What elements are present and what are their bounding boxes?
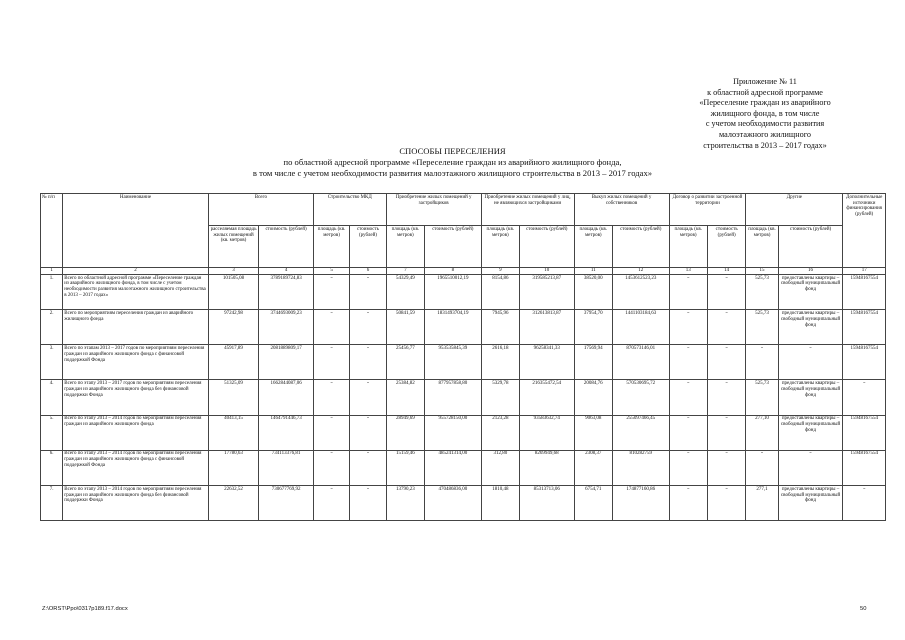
column-number: 3 bbox=[208, 268, 259, 275]
cell-buyout-cost: 870573146,01 bbox=[612, 345, 669, 380]
cell-nondev-cost: 85313713,06 bbox=[520, 486, 575, 521]
cell-nondev-area: 312,80 bbox=[481, 450, 519, 485]
header-non-developers: Приобретение жилых помещений у лиц, не являющихся застройщиками bbox=[481, 194, 574, 226]
cell-nondev-cost: 312613813,87 bbox=[520, 310, 575, 345]
document-title bbox=[0, 146, 905, 178]
subheader-area: площадь (кв. метров) bbox=[386, 226, 424, 268]
row-name: Всего по этапу 2013 – 2014 годов по мероприятиям переселения граждан из аварийного жилищного фонда без финансовой поддержки Фонда bbox=[63, 486, 209, 521]
cell-nondev-area: 7945,96 bbox=[481, 310, 519, 345]
cell-territory-area: – bbox=[669, 415, 707, 450]
subheader-area: площадь (кв. метров) bbox=[669, 226, 707, 268]
cell-resettled-area: 45917,89 bbox=[208, 345, 259, 380]
cell-mkd-area: – bbox=[313, 380, 349, 415]
column-number: 15 bbox=[746, 268, 778, 275]
row-number: 4. bbox=[41, 380, 63, 415]
cell-buyout-cost: 570530695,72 bbox=[612, 380, 669, 415]
cell-extra-sources: 15948167554 bbox=[843, 415, 886, 450]
header-name: Наименование bbox=[63, 194, 209, 268]
cell-nondev-area: 8154,86 bbox=[481, 274, 519, 309]
row-name: Всего по областной адресной программе «Переселение граждан из аварийного жилищного фонда, в том числе с учетом необходимости развития малоэтажного жилищного строительства в 2013 – 2017 годах» bbox=[63, 274, 209, 309]
cell-buyout-area: 2308,37 bbox=[574, 450, 612, 485]
cell-mkd-cost: – bbox=[350, 415, 386, 450]
header-developers: Приобретение жилых помещений у застройщиков bbox=[386, 194, 481, 226]
row-name: Всего по этапу 2013 – 2017 годов по мероприятиям переселения граждан из аварийного жилищного фонда без финансовой поддержки Фонда bbox=[63, 380, 209, 415]
cell-buyout-area: 38520,00 bbox=[574, 274, 612, 309]
column-number: 1 bbox=[41, 268, 63, 275]
cell-other-cost: предоставлены квартиры – свободный муниципальный фонд bbox=[778, 310, 843, 345]
subheader-area: площадь (кв. метров) bbox=[746, 226, 778, 268]
header-num: № п/п bbox=[41, 194, 63, 268]
column-number: 17 bbox=[843, 268, 886, 275]
cell-buyout-area: 20084,76 bbox=[574, 380, 612, 415]
cell-territory-cost: – bbox=[707, 380, 745, 415]
cell-total-cost: 1662844087,06 bbox=[259, 380, 314, 415]
column-number: 11 bbox=[574, 268, 612, 275]
cell-resettled-area: 22632,52 bbox=[208, 486, 259, 521]
cell-mkd-cost: – bbox=[350, 450, 386, 485]
cell-buyout-cost: 810282759 bbox=[612, 450, 669, 485]
cell-mkd-area: – bbox=[313, 415, 349, 450]
cell-dev-cost: 1831493704,19 bbox=[425, 310, 482, 345]
cell-other-area: 277,10 bbox=[746, 415, 778, 450]
header-buyout: Выкуп жилых помещений у собственников bbox=[574, 194, 669, 226]
cell-resettled-area: 17780,63 bbox=[208, 450, 259, 485]
cell-buyout-cost: 174877160,86 bbox=[612, 486, 669, 521]
cell-total-cost: 1464791446,73 bbox=[259, 415, 314, 450]
cell-dev-area: 25456,77 bbox=[386, 345, 424, 380]
cell-dev-cost: 955728150,00 bbox=[425, 415, 482, 450]
cell-dev-area: 50841,59 bbox=[386, 310, 424, 345]
column-number: 14 bbox=[707, 268, 745, 275]
cell-mkd-area: – bbox=[313, 310, 349, 345]
cell-other-area: 277,1 bbox=[746, 486, 778, 521]
subheader-resettled-area: расселяемая площадь жилых помещений (кв. метров) bbox=[208, 226, 259, 268]
column-number: 2 bbox=[63, 268, 209, 275]
resettlement-table bbox=[40, 193, 886, 521]
cell-total-cost: 734113376,81 bbox=[259, 450, 314, 485]
cell-other-area: 525,73 bbox=[746, 274, 778, 309]
cell-mkd-cost: – bbox=[350, 345, 386, 380]
cell-total-cost: 730677769,92 bbox=[259, 486, 314, 521]
cell-territory-area: – bbox=[669, 310, 707, 345]
cell-mkd-cost: – bbox=[350, 310, 386, 345]
cell-other-cost: предоставлены квартиры – свободный муниципальный фонд bbox=[778, 380, 843, 415]
cell-mkd-area: – bbox=[313, 274, 349, 309]
header-total: Всего bbox=[208, 194, 313, 226]
subheader-cost: стоимость (рублей) bbox=[425, 226, 482, 268]
cell-total-cost: 3789189724,83 bbox=[259, 274, 314, 309]
header-extra-sources: Дополнительные источники финансирования (рублей) bbox=[843, 194, 886, 268]
cell-dev-cost: 1965510012,19 bbox=[425, 274, 482, 309]
subheader-cost: стоимость (рублей) bbox=[707, 226, 745, 268]
row-name: Всего по этапу 2013 – 2014 годов по мероприятиям переселения граждан из аварийного жилищного фонда с финансовой поддержкой Фонда bbox=[63, 450, 209, 485]
subheader-cost: стоимость (рублей) bbox=[612, 226, 669, 268]
cell-territory-cost: – bbox=[707, 450, 745, 485]
cell-mkd-cost: – bbox=[350, 274, 386, 309]
cell-territory-cost: – bbox=[707, 274, 745, 309]
table-row bbox=[41, 486, 886, 521]
cell-buyout-area: 17569,94 bbox=[574, 345, 612, 380]
cell-other-area: 525,73 bbox=[746, 380, 778, 415]
cell-extra-sources: – bbox=[843, 486, 886, 521]
column-number: 4 bbox=[259, 268, 314, 275]
cell-buyout-area: 6754,71 bbox=[574, 486, 612, 521]
cell-dev-area: 28949,69 bbox=[386, 415, 424, 450]
cell-buyout-cost: 1441103184,63 bbox=[612, 310, 669, 345]
cell-dev-area: 25384,82 bbox=[386, 380, 424, 415]
cell-nondev-cost: 319585213,87 bbox=[520, 274, 575, 309]
title-sub-line-2: в том числе с учетом необходимости развития малоэтажного жилищного строительства в 2013 – 2017 годах» bbox=[252, 167, 653, 178]
subheader-cost: стоимость (рублей) bbox=[520, 226, 575, 268]
appendix-line: с учетом необходимости развития bbox=[705, 119, 825, 129]
appendix-line: жилищного фонда, в том числе bbox=[710, 108, 820, 118]
row-number: 7. bbox=[41, 486, 63, 521]
cell-other-cost: – bbox=[778, 345, 843, 380]
appendix-line: малоэтажного жилищного bbox=[719, 129, 811, 139]
cell-resettled-area: 51325,09 bbox=[208, 380, 259, 415]
appendix-line: «Переселение граждан из аварийного bbox=[699, 98, 831, 108]
subheader-cost: стоимость (рублей) bbox=[350, 226, 386, 268]
row-number: 1. bbox=[41, 274, 63, 309]
cell-territory-area: – bbox=[669, 380, 707, 415]
cell-total-cost: 3744693009,23 bbox=[259, 310, 314, 345]
cell-dev-area: 13790,23 bbox=[386, 486, 424, 521]
column-number: 12 bbox=[612, 268, 669, 275]
row-name: Всего по этапам 2013 – 2017 годов по мероприятиям переселения граждан из аварийного жилищного фонда с финансовой поддержкой Фонда bbox=[63, 345, 209, 380]
table-row bbox=[41, 380, 886, 415]
table-row bbox=[41, 415, 886, 450]
header-other: Другие bbox=[746, 194, 843, 226]
appendix-block bbox=[640, 77, 890, 151]
column-number: 16 bbox=[778, 268, 843, 275]
cell-other-cost: предоставлены квартиры – свободный муниципальный фонд bbox=[778, 415, 843, 450]
appendix-line: к областной адресной программе bbox=[707, 87, 823, 97]
cell-other-cost: предоставлены квартиры – свободный муниципальный фонд bbox=[778, 486, 843, 521]
cell-other-cost: предоставлены квартиры – свободный муниципальный фонд bbox=[778, 274, 843, 309]
title-main: СПОСОБЫ ПЕРЕСЕЛЕНИЯ bbox=[399, 146, 506, 156]
row-name: Всего по этапу 2013 – 2014 годов по мероприятиям переселения граждан из аварийного жилищного фонда bbox=[63, 415, 209, 450]
title-sub-line-1: по областной адресной программе «Переселение граждан из аварийного жилищного фонда, bbox=[283, 156, 622, 167]
cell-mkd-cost: – bbox=[350, 486, 386, 521]
cell-extra-sources: 15948167554 bbox=[843, 274, 886, 309]
cell-territory-area: – bbox=[669, 450, 707, 485]
cell-territory-area: – bbox=[669, 274, 707, 309]
cell-territory-area: – bbox=[669, 345, 707, 380]
cell-territory-cost: – bbox=[707, 345, 745, 380]
cell-buyout-cost: 255097466,45 bbox=[612, 415, 669, 450]
footer-page-number: 50 bbox=[860, 606, 867, 612]
table-row bbox=[41, 345, 886, 380]
cell-nondev-cost: 96258341,33 bbox=[520, 345, 575, 380]
cell-nondev-area: 2616,18 bbox=[481, 345, 519, 380]
table-row bbox=[41, 310, 886, 345]
row-number: 2. bbox=[41, 310, 63, 345]
cell-resettled-area: 40413,15 bbox=[208, 415, 259, 450]
cell-buyout-area: 9063,08 bbox=[574, 415, 612, 450]
header-mkd: Строительство МКД bbox=[313, 194, 386, 226]
cell-extra-sources: 15948167554 bbox=[843, 310, 886, 345]
cell-buyout-cost: 1453612523,23 bbox=[612, 274, 669, 309]
cell-other-area: 525,73 bbox=[746, 310, 778, 345]
cell-dev-area: 54329,49 bbox=[386, 274, 424, 309]
cell-extra-sources: – bbox=[843, 380, 886, 415]
row-number: 6. bbox=[41, 450, 63, 485]
cell-territory-area: – bbox=[669, 486, 707, 521]
cell-extra-sources: 15948167554 bbox=[843, 450, 886, 485]
cell-mkd-cost: – bbox=[350, 380, 386, 415]
cell-dev-cost: 877957858,80 bbox=[425, 380, 482, 415]
cell-dev-cost: 485241314,00 bbox=[425, 450, 482, 485]
cell-territory-cost: – bbox=[707, 415, 745, 450]
column-number: 13 bbox=[669, 268, 707, 275]
appendix-line: строительства в 2013 – 2017 годах» bbox=[703, 140, 827, 150]
appendix-line: Приложение № 11 bbox=[733, 77, 797, 86]
cell-nondev-area: 2123,28 bbox=[481, 415, 519, 450]
column-number: 8 bbox=[425, 268, 482, 275]
cell-nondev-area: 5329,78 bbox=[481, 380, 519, 415]
subheader-area: площадь (кв. метров) bbox=[574, 226, 612, 268]
cell-other-area: – bbox=[746, 450, 778, 485]
cell-other-cost: – bbox=[778, 450, 843, 485]
cell-nondev-cost: 216355472,54 bbox=[520, 380, 575, 415]
cell-other-area: – bbox=[746, 345, 778, 380]
cell-dev-area: 15159,46 bbox=[386, 450, 424, 485]
subheader-area: площадь (кв. метров) bbox=[313, 226, 349, 268]
cell-resettled-area: 97242,98 bbox=[208, 310, 259, 345]
column-number-row bbox=[41, 268, 886, 275]
column-number: 7 bbox=[386, 268, 424, 275]
row-number: 3. bbox=[41, 345, 63, 380]
subheader-cost: стоимость (рублей) bbox=[259, 226, 314, 268]
cell-extra-sources: 15948167554 bbox=[843, 345, 886, 380]
header-territory: Договор о развитии застроенной территории bbox=[669, 194, 746, 226]
cell-total-cost: 2081889809,17 bbox=[259, 345, 314, 380]
row-number: 5. bbox=[41, 415, 63, 450]
cell-nondev-area: 1810,48 bbox=[481, 486, 519, 521]
cell-resettled-area: 101505,08 bbox=[208, 274, 259, 309]
cell-nondev-cost: 8269949,68 bbox=[520, 450, 575, 485]
footer-file-path: Z:\ORST\Ppo\0317p189.f17.docx bbox=[42, 606, 128, 612]
row-name: Всего по мероприятиям переселения граждан из аварийного жилищного фонда bbox=[63, 310, 209, 345]
table-row bbox=[41, 450, 886, 485]
cell-mkd-area: – bbox=[313, 450, 349, 485]
subheader-cost: стоимость (рублей) bbox=[778, 226, 843, 268]
column-number: 10 bbox=[520, 268, 575, 275]
cell-nondev-cost: 93583632,74 bbox=[520, 415, 575, 450]
cell-buyout-area: 37954,70 bbox=[574, 310, 612, 345]
cell-dev-cost: 953535845,39 bbox=[425, 345, 482, 380]
column-number: 9 bbox=[481, 268, 519, 275]
cell-mkd-area: – bbox=[313, 345, 349, 380]
table-row bbox=[41, 274, 886, 309]
column-number: 5 bbox=[313, 268, 349, 275]
cell-territory-cost: – bbox=[707, 310, 745, 345]
cell-mkd-area: – bbox=[313, 486, 349, 521]
cell-dev-cost: 470486836,00 bbox=[425, 486, 482, 521]
subheader-area: площадь (кв. метров) bbox=[481, 226, 519, 268]
column-number: 6 bbox=[350, 268, 386, 275]
cell-territory-cost: – bbox=[707, 486, 745, 521]
